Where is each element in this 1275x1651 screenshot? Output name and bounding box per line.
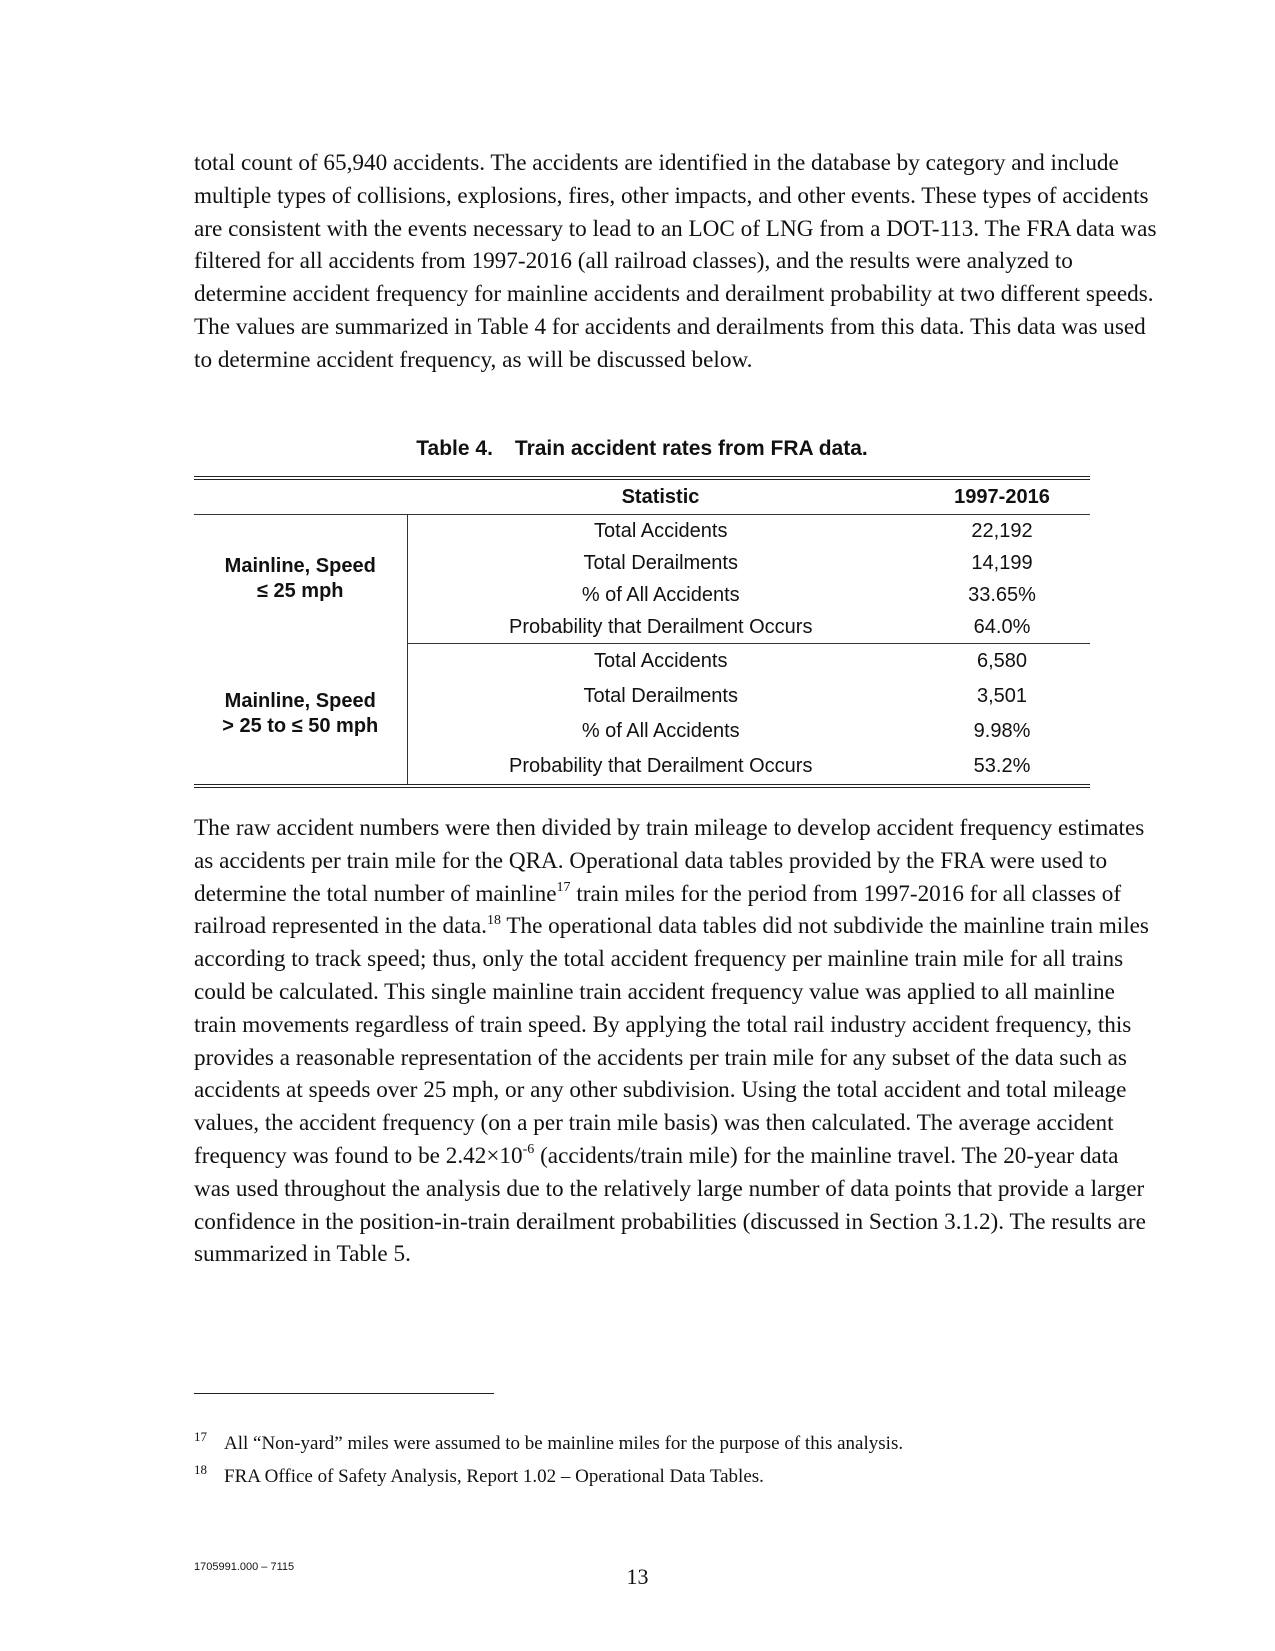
value-cell: 6,580 (976, 650, 1028, 672)
stat-cell: Total Accidents (594, 650, 728, 672)
footnote-ref-17[interactable]: 17 (556, 879, 571, 895)
value-cell: 33.65% (968, 583, 1036, 606)
group-label-line2: > 25 to ≤ 50 mph (222, 714, 379, 737)
stat-cell: Total Derailments (583, 551, 738, 574)
table-caption-title: Train accident rates from FRA data. (514, 437, 868, 460)
group-label-low-speed (194, 515, 407, 644)
stat-cell: % of All Accidents (581, 583, 740, 606)
value-cell: 53.2% (973, 755, 1031, 777)
value-cell: 9.98% (973, 720, 1031, 742)
table-row (194, 515, 1090, 548)
accident-rates-table (194, 476, 1090, 788)
table-caption (194, 437, 1090, 461)
body-paragraph-1: total count of 65,940 accidents. The accidents are identified in the database by category and include multiple types of collisions, explosions, fires, other impacts, and other events. These types of accidents are consistent with the events necessary to lead to an LOC of LNG from a DOT-113. The FRA data was filtered for all accidents from 1997-2016 (all railroad classes), and the results were analyzed to determine accident frequency for mainline accidents and derailment probability at two different speeds. The values are summarized in Table 4 for accidents and derailments from this data. This data was used to determine accident frequency, as will be discussed below. (194, 150, 1157, 373)
exponent: -6 (522, 1142, 535, 1158)
stat-cell: Total Accidents (594, 519, 728, 542)
body-paragraph-2 (194, 812, 1159, 1271)
footnote-mark: 17 (194, 1428, 207, 1444)
stat-cell: % of All Accidents (581, 720, 740, 742)
footnote-text: FRA Office of Safety Analysis, Report 1.02 – Operational Data Tables. (224, 1466, 764, 1487)
footnote-17 (194, 1428, 1194, 1455)
paragraph-text: The raw accident numbers were then divided by train mileage to develop accident frequency estimates as accidents per train mile for the QRA. Operational data tables provided by the FRA were used to determine the total number of mainline (194, 815, 1145, 907)
group-label-line1: Mainline, Speed (224, 689, 376, 712)
header-statistic: Statistic (407, 478, 914, 515)
table-header-row (194, 478, 1090, 515)
stat-cell: Probability that Derailment Occurs (509, 755, 813, 777)
document-number: 1705991.000 – 7115 (194, 1561, 295, 1573)
table-row (194, 644, 1090, 680)
footnote-ref-18[interactable]: 18 (486, 912, 501, 928)
paragraph-text: (accidents/train mile) for the mainline travel. The 20-year data was used throughout the analysis due to the relatively large number of data points that provide a larger confidence in the position-in-train derailment probabilities (discussed in Section 3.1.2). The results are summarized in Table 5. (194, 1142, 1146, 1268)
header-empty (194, 478, 407, 515)
group-label-line2: ≤ 25 mph (256, 580, 344, 603)
page-number: 13 (626, 1564, 649, 1589)
stat-cell: Total Derailments (583, 685, 738, 707)
value-cell: 14,199 (971, 551, 1033, 574)
footnote-divider (194, 1393, 494, 1394)
footnote-mark: 18 (194, 1461, 207, 1477)
footnote-18 (194, 1461, 1194, 1488)
paragraph-text: train miles for the period from 1997-2016 for all classes of railroad represented in the data. (194, 880, 1122, 940)
value-cell: 3,501 (976, 685, 1028, 707)
stat-cell: Probability that Derailment Occurs (407, 611, 914, 644)
paragraph-text: The operational data tables did not subdivide the mainline train miles according to track speed; thus, only the total accident frequency per mainline train mile for all trains could be calculated. This single mainline train accident frequency value was applied to all mainline train movements regardless of train speed. By applying the total rail industry accident frequency, this provides a reasonable representation of the accidents per train mile for any subset of the data such as accidents at speeds over 25 mph, or any other subdivision. Using the total accident and total mileage values, the accident frequency (on a per train mile basis) was then calculated. The average accident frequency was found to be 2.42×10 (194, 913, 1149, 1169)
group-label-line1: Mainline, Speed (224, 555, 376, 578)
value-cell: 64.0% (914, 611, 1090, 644)
table-caption-number: Table 4. (416, 437, 493, 460)
header-period: 1997-2016 (914, 478, 1090, 515)
value-cell: 22,192 (971, 519, 1033, 542)
footnote-text: All “Non-yard” miles were assumed to be mainline miles for the purpose of this analysis. (224, 1433, 904, 1454)
group-label-mid-speed (194, 644, 407, 787)
